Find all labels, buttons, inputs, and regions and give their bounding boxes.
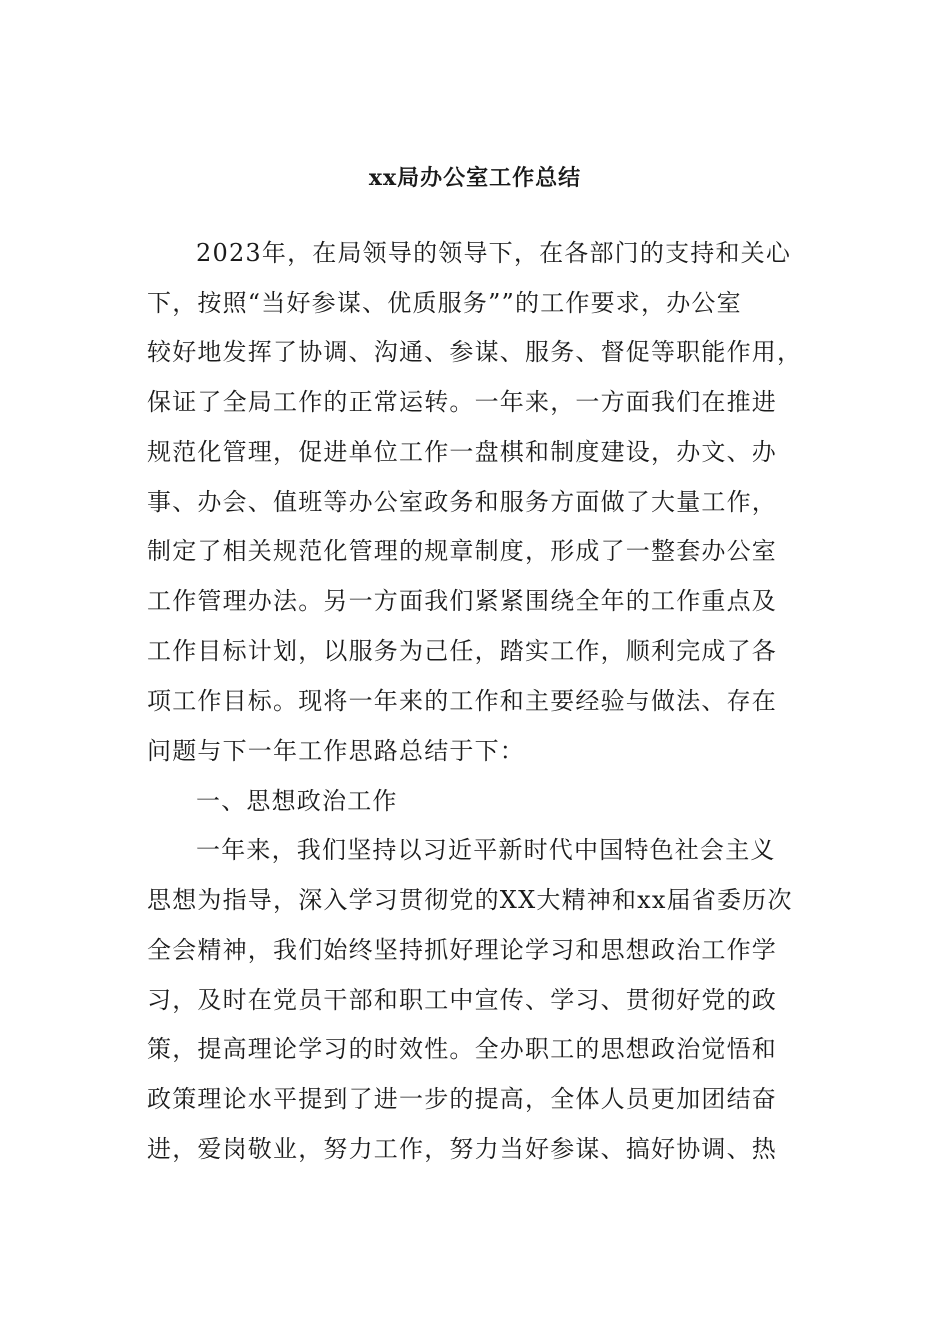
paragraph-line: 2023年，在局领导的领导下，在各部门的支持和关心 (196, 239, 792, 267)
paragraph-line: 制定了相关规范化管理的规章制度，形成了一整套办公室 (147, 537, 777, 565)
paragraph-line: 规范化管理，促进单位工作一盘棋和制度建设，办文、办 (147, 438, 777, 466)
paragraph-line: 工作管理办法。另一方面我们紧紧围绕全年的工作重点及 (147, 587, 777, 615)
paragraph-line: 进，爱岗敬业，努力工作，努力当好参谋、搞好协调、热 (147, 1135, 777, 1163)
paragraph-line: 工作目标计划，以服务为己任，踏实工作，顺利完成了各 (147, 637, 777, 665)
paragraph-line: 问题与下一年工作思路总结于下： (147, 737, 525, 765)
paragraph-line: 政策理论水平提到了进一步的提高，全体人员更加团结奋 (147, 1085, 777, 1113)
document-title: xx局办公室工作总结 (368, 165, 582, 191)
section-heading: 一、思想政治工作 (196, 787, 398, 815)
paragraph-line: 一年来，我们坚持以习近平新时代中国特色社会主义 (196, 836, 776, 864)
paragraph-line: 全会精神，我们始终坚持抓好理论学习和思想政治工作学 (147, 936, 777, 964)
paragraph-line: 策，提高理论学习的时效性。全办职工的思想政治觉悟和 (147, 1035, 777, 1063)
paragraph-line: 习，及时在党员干部和职工中宣传、学习、贯彻好党的政 (147, 986, 777, 1014)
paragraph-line: 保证了全局工作的正常运转。一年来，一方面我们在推进 (147, 388, 777, 416)
paragraph-line: 思想为指导，深入学习贯彻党的XX大精神和xx届省委历次 (147, 886, 793, 914)
paragraph-line: 事、办会、值班等办公室政务和服务方面做了大量工作， (147, 488, 777, 516)
paragraph-line: 下，按照“当好参谋、优质服务””的工作要求，办公室 (147, 289, 742, 317)
paragraph-line: 项工作目标。现将一年来的工作和主要经验与做法、存在 (147, 687, 777, 715)
paragraph-line: 较好地发挥了协调、沟通、参谋、服务、督促等职能作用， (147, 338, 803, 366)
